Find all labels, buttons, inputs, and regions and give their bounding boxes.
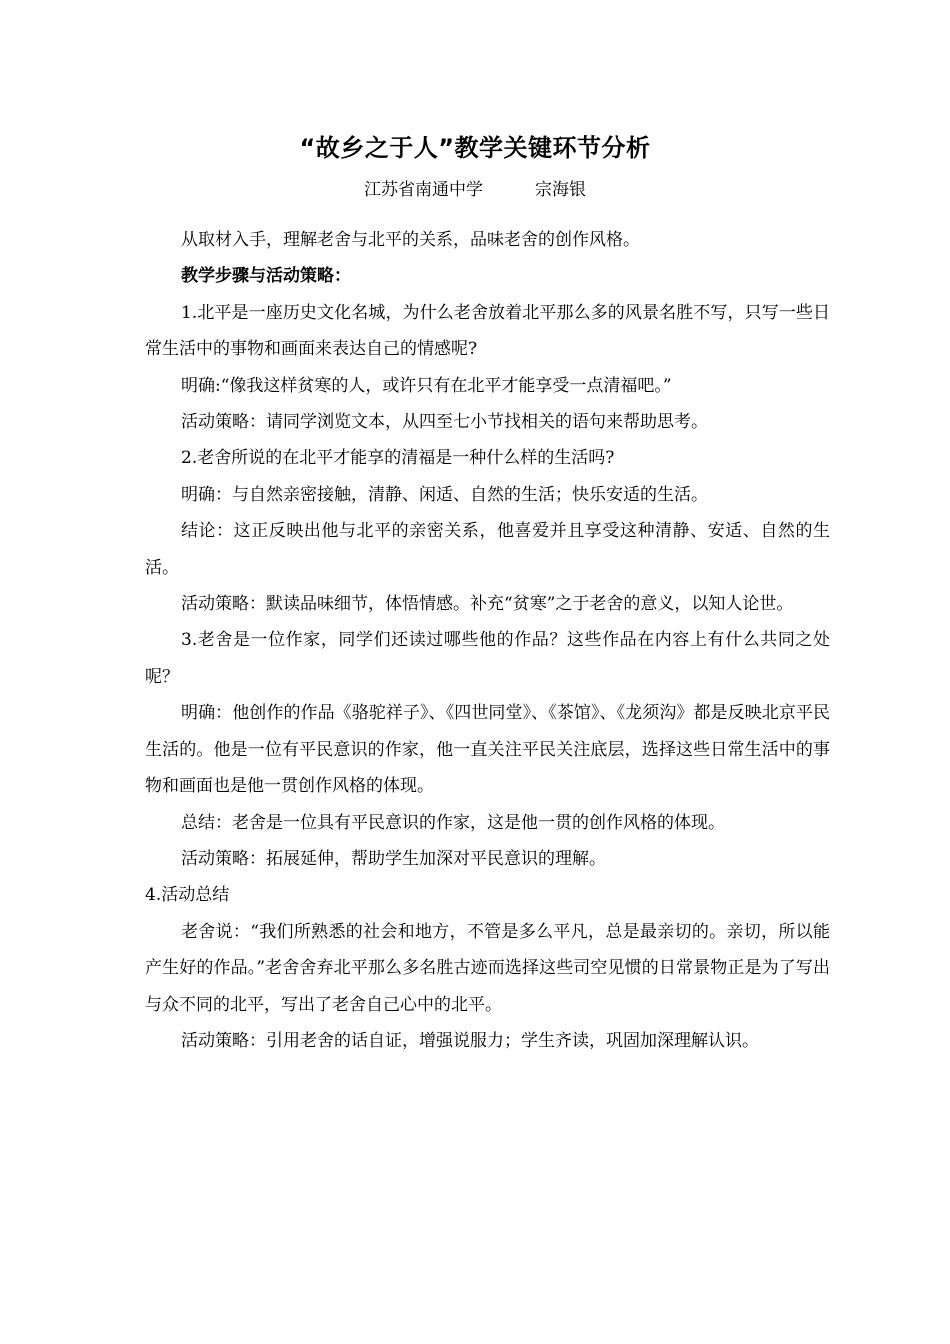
author-name: 宗海银 (535, 180, 586, 200)
quote-4: 老舍说：“我们所熟悉的社会和地方，不管是多么平凡，总是最亲切的。亲切，所以能产生好的作品。”老舍舍弃北平那么多名胜古迹而选择这些司空见惯的日常景物正是为了写出与众不同的北平，写出了老舍自己心中的北平。 (145, 921, 830, 1015)
school-name: 江苏省南通中学 (364, 180, 483, 200)
answer-1: 明确:“像我这样贫寒的人，或许只有在北平才能享受一点清福吧。” (181, 375, 672, 396)
strategy-3: 活动策略：拓展延伸，帮助学生加深对平民意识的理解。 (181, 848, 606, 869)
paragraph-intro: 从取材入手，理解老舍与北平的关系，品味老舍的创作风格。 (181, 230, 640, 250)
question-2: 2.老舍所说的在北平才能享的清福是一种什么样的生活吗? (181, 448, 615, 469)
byline (0, 175, 950, 200)
document-title: “故乡之于人”教学关键环节分析 (299, 134, 651, 162)
document-body (145, 222, 830, 1059)
question-3: 3.老舍是一位作家，同学们还读过哪些他的作品？这些作品在内容上有什么共同之处呢？ (145, 630, 830, 687)
conclusion-2: 结论：这正反映出他与北平的亲密关系，他喜爱并且享受这种清静、安适、自然的生活。 (145, 521, 830, 578)
strategy-2: 活动策略：默读品味细节，体悟情感。补充“贫寒”之于老舍的意义，以知人论世。 (181, 594, 794, 615)
strategy-4: 活动策略：引用老舍的话自证，增强说服力；学生齐读，巩固加深理解认识。 (181, 1030, 759, 1051)
section-heading: 教学步骤与活动策略： (181, 266, 351, 287)
heading-4: 4.活动总结 (145, 885, 230, 906)
answer-2: 明确：与自然亲密接触，清静、闲适、自然的生活；快乐安适的生活。 (181, 484, 708, 505)
summary-3: 总结：老舍是一位具有平民意识的作家，这是他一贯的创作风格的体现。 (181, 812, 725, 833)
question-1: 1.北平是一座历史文化名城，为什么老舍放着北平那么多的风景名胜不写，只写一些日常生活中的事物和画面来表达自己的情感呢? (145, 302, 830, 360)
strategy-1: 活动策略：请同学浏览文本，从四至七小节找相关的语句来帮助思考。 (181, 412, 708, 433)
answer-3: 明确：他创作的作品《骆驼祥子》、《四世同堂》、《茶馆》、《龙须沟》都是反映北京平民生活的。他是一位有平民意识的作家，他一直关注平民关注底层，选择这些日常生活中的事物和画面也是他一贯创作风格的体现。 (145, 703, 830, 797)
